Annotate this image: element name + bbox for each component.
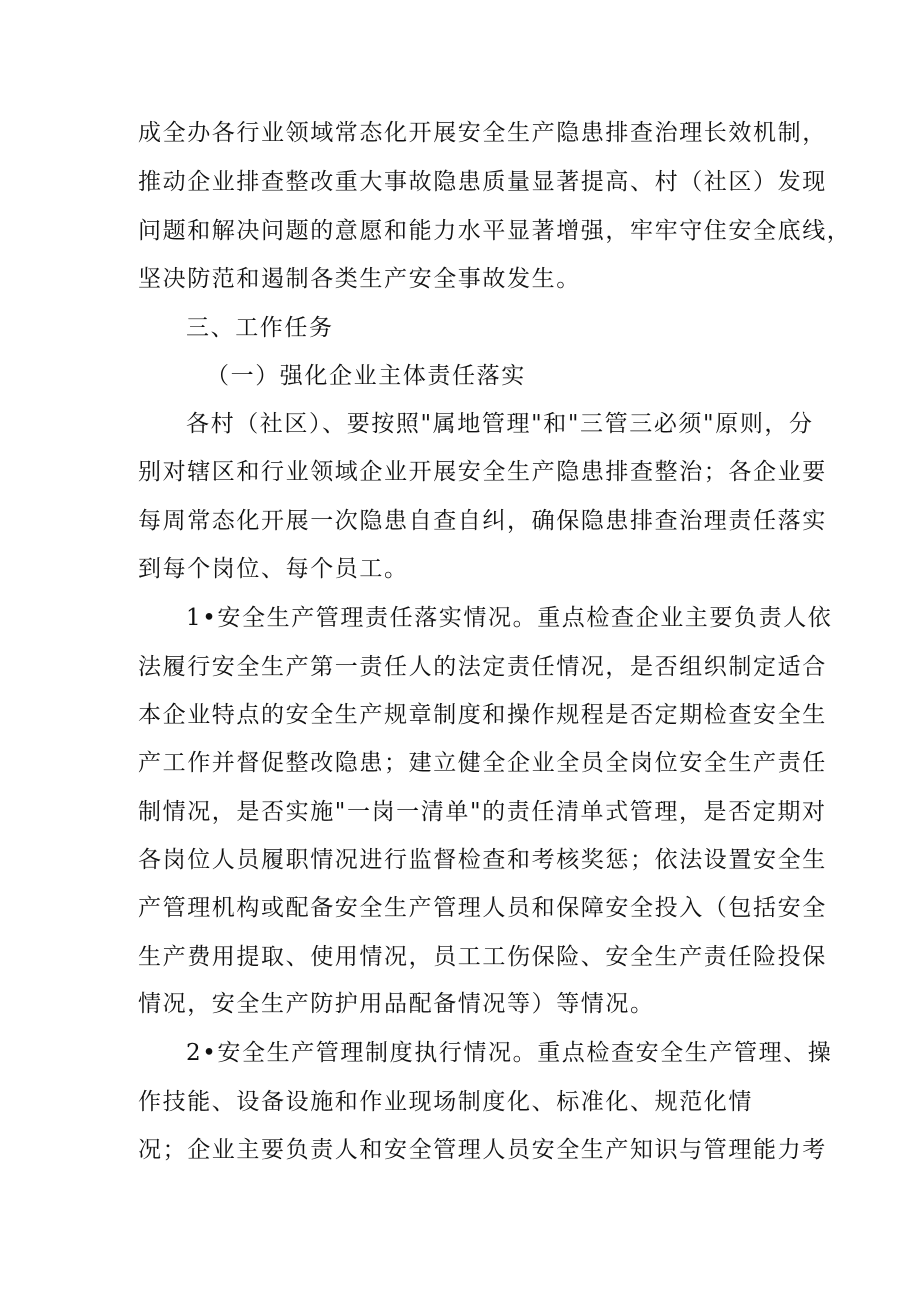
text-line: 法履行安全生产第一责任人的法定责任情况，是否组织制定适合 — [138, 654, 827, 680]
text-line: 每周常态化开展一次隐患自查自纠，确保隐患排查治理责任落实 — [138, 508, 827, 534]
text-line: 情况，安全生产防护用品配备情况等）等情况。 — [138, 991, 655, 1017]
text-line: 各岗位人员履职情况进行监督检查和考核奖惩；依法设置安全生 — [138, 847, 827, 873]
text-line: 产管理机构或配备安全生产管理人员和保障安全投入（包括安全 — [138, 895, 827, 921]
text-line: 到每个岗位、每个员工。 — [138, 556, 409, 582]
text-line: 别对辖区和行业领域企业开展安全生产隐患排查整治；各企业要 — [138, 459, 827, 485]
text-line: 各村（社区）、要按照"属地管理"和"三管三必须"原则，分 — [186, 411, 814, 437]
subsection-heading: （一）强化企业主体责任落实 — [206, 363, 526, 389]
text-line: 1•安全生产管理责任落实情况。重点检查企业主要负责人依 — [186, 605, 833, 631]
text-line: 作技能、设备设施和作业现场制度化、标准化、规范化情 — [138, 1089, 753, 1115]
text-line: 产工作并督促整改隐患；建立健全企业全员全岗位安全生产责任 — [138, 750, 827, 776]
text-line: 本企业特点的安全生产规章制度和操作规程是否定期检查安全生 — [138, 702, 827, 728]
text-line: 制情况，是否实施"一岗一清单"的责任清单式管理，是否定期对 — [138, 799, 827, 825]
text-line: 坚决防范和遏制各类生产安全事故发生。 — [138, 266, 581, 292]
section-heading: 三、工作任务 — [186, 315, 334, 341]
text-line: 生产费用提取、使用情况，员工工伤保险、安全生产责任险投保 — [138, 944, 827, 970]
text-line: 2•安全生产管理制度执行情况。重点检查安全生产管理、操 — [186, 1040, 833, 1066]
text-line: 问题和解决问题的意愿和能力水平显著增强，牢牢守住安全底线， — [138, 218, 852, 244]
text-line: 推动企业排查整改重大事故隐患质量显著提高、村（社区）发现 — [138, 169, 827, 195]
text-line: 成全办各行业领域常态化开展安全生产隐患排查治理长效机制， — [138, 120, 827, 146]
text-line: 况；企业主要负责人和安全管理人员安全生产知识与管理能力考 — [138, 1137, 827, 1163]
